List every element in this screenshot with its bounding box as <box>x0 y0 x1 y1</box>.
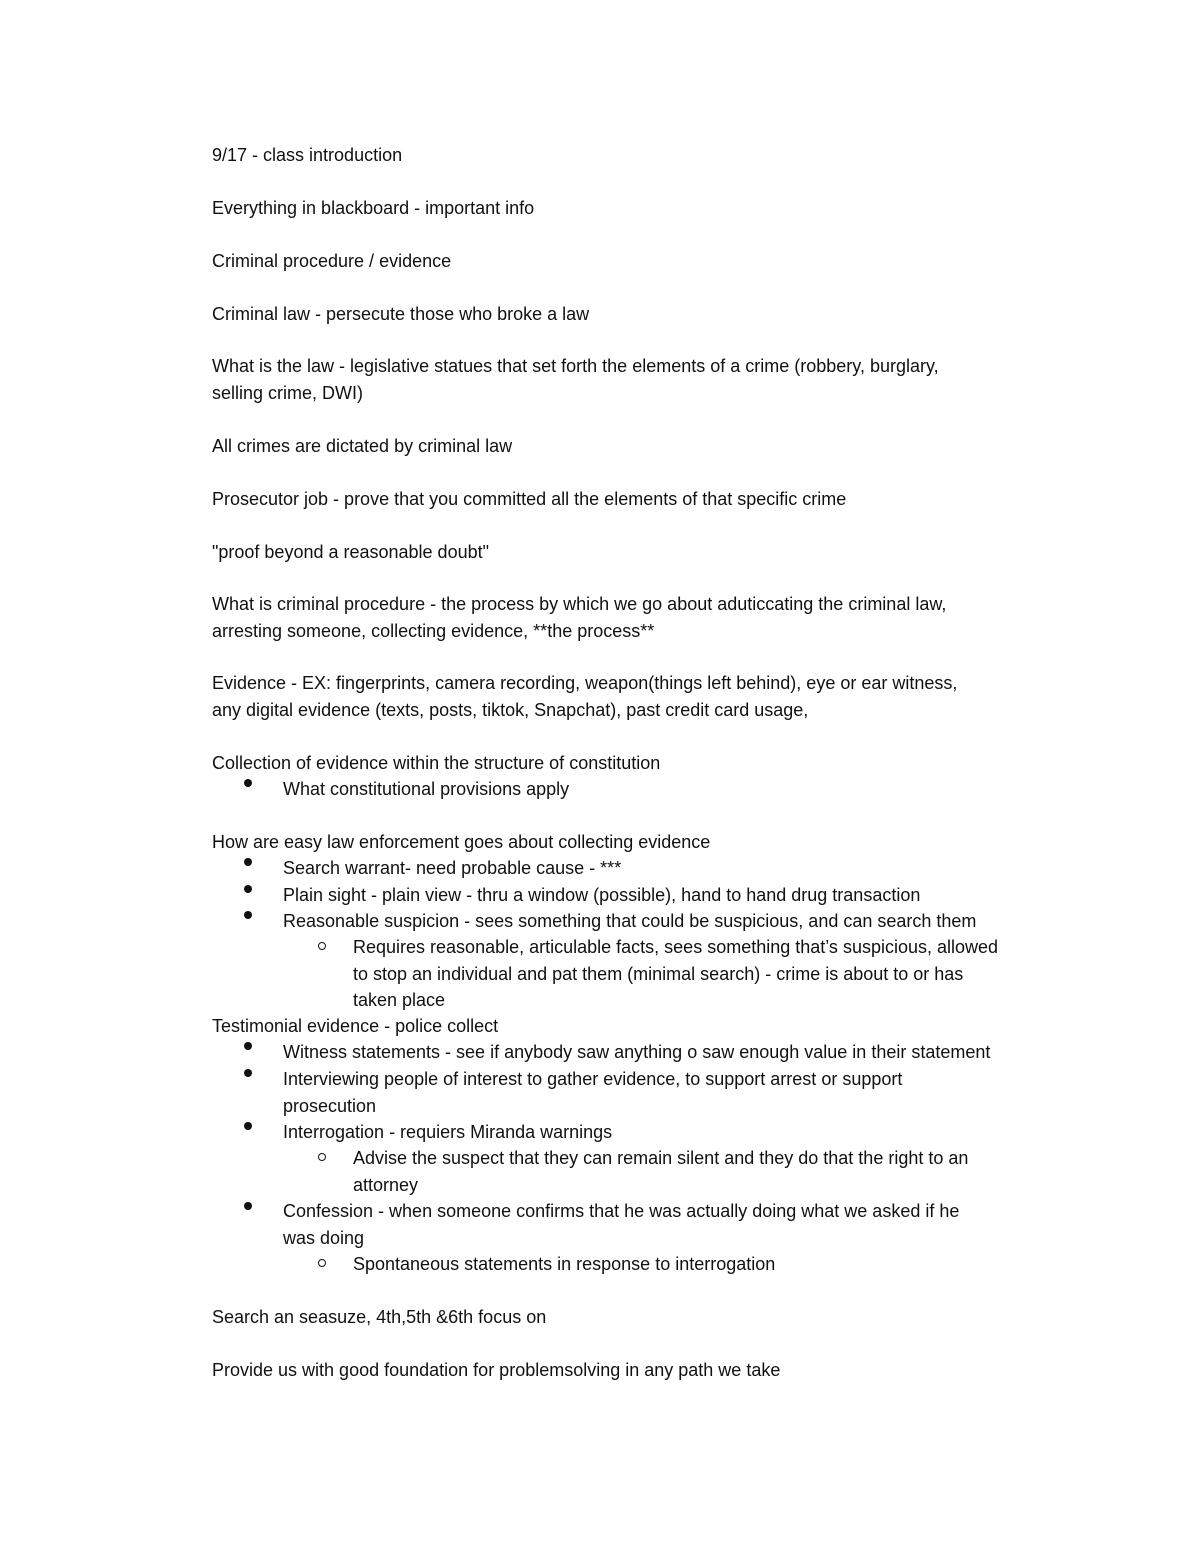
note-line-foundation: Provide us with good foundation for problemsolving in any path we take <box>212 1360 781 1380</box>
bullet-plain-sight: Plain sight - plain view - thru a window (possible), hand to hand drug transaction <box>283 885 921 905</box>
bullet-disc-icon <box>244 1122 252 1130</box>
bullet-disc-icon <box>244 858 252 866</box>
bullet-interviewing: Interviewing people of interest to gather evidence, to support arrest or support <box>283 1069 903 1089</box>
bullet-interrogation: Interrogation - requiers Miranda warnings <box>283 1122 613 1142</box>
note-line-testimonial: Testimonial evidence - police collect <box>212 1016 499 1036</box>
note-line-search-seize: Search an seasuze, 4th,5th &6th focus on <box>212 1307 547 1327</box>
note-line-criminal-procedure-cont: arresting someone, collecting evidence, **the process** <box>212 621 655 641</box>
note-line-evidence-cont: any digital evidence (texts, posts, tiktok, Snapchat), past credit card usage, <box>212 700 809 720</box>
subbullet-requires-reasonable: Requires reasonable, articulable facts, sees something that’s suspicious, allowed <box>353 937 999 957</box>
note-line-proof: "proof beyond a reasonable doubt" <box>212 542 489 562</box>
note-line-all-crimes: All crimes are dictated by criminal law <box>212 436 513 456</box>
bullet-disc-icon <box>244 1042 252 1050</box>
note-line-what-is-law: What is the law - legislative statues that set forth the elements of a crime (robbery, burglary, <box>212 356 939 376</box>
bullet-disc-icon <box>244 885 252 893</box>
bullet-disc-icon <box>244 911 252 919</box>
bullet-circle-icon <box>318 1259 326 1267</box>
note-line-criminal-law: Criminal law - persecute those who broke a law <box>212 304 590 324</box>
note-line-blackboard: Everything in blackboard - important info <box>212 198 535 218</box>
subbullet-advise-suspect-cont: attorney <box>353 1175 419 1195</box>
note-line-prosecutor-job: Prosecutor job - prove that you committed all the elements of that specific crime <box>212 489 847 509</box>
subbullet-spontaneous-statements: Spontaneous statements in response to interrogation <box>353 1254 776 1274</box>
note-line-how-collect: How are easy law enforcement goes about collecting evidence <box>212 832 711 852</box>
bullet-disc-icon <box>244 1202 252 1210</box>
subbullet-requires-reasonable-cont: taken place <box>353 990 446 1010</box>
note-line-criminal-procedure-evidence: Criminal procedure / evidence <box>212 251 452 271</box>
bullet-confession-cont: was doing <box>283 1228 365 1248</box>
subbullet-advise-suspect: Advise the suspect that they can remain silent and they do that the right to an <box>353 1148 969 1168</box>
bullet-reasonable-suspicion: Reasonable suspicion - sees something that could be suspicious, and can search them <box>283 911 977 931</box>
bullet-disc-icon <box>244 1069 252 1077</box>
note-line-evidence: Evidence - EX: fingerprints, camera recording, weapon(things left behind), eye or ear witness, <box>212 673 958 693</box>
note-line-what-is-law-cont: selling crime, DWI) <box>212 383 364 403</box>
bullet-confession: Confession - when someone confirms that he was actually doing what we asked if he <box>283 1201 960 1221</box>
bullet-circle-icon <box>318 1153 326 1161</box>
note-line-collection: Collection of evidence within the structure of constitution <box>212 753 661 773</box>
subbullet-requires-reasonable-cont: to stop an individual and pat them (minimal search) - crime is about to or has <box>353 964 964 984</box>
bullet-constitutional-provisions: What constitutional provisions apply <box>283 779 570 799</box>
bullet-circle-icon <box>318 942 326 950</box>
bullet-search-warrant: Search warrant- need probable cause - *** <box>283 858 622 878</box>
bullet-witness-statements: Witness statements - see if anybody saw anything o saw enough value in their statement <box>283 1042 991 1062</box>
bullet-disc-icon <box>244 779 252 787</box>
bullet-interviewing-cont: prosecution <box>283 1096 377 1116</box>
note-line-criminal-procedure: What is criminal procedure - the process by which we go about aduticcating the criminal law, <box>212 594 947 614</box>
note-title: 9/17 - class introduction <box>212 145 403 165</box>
